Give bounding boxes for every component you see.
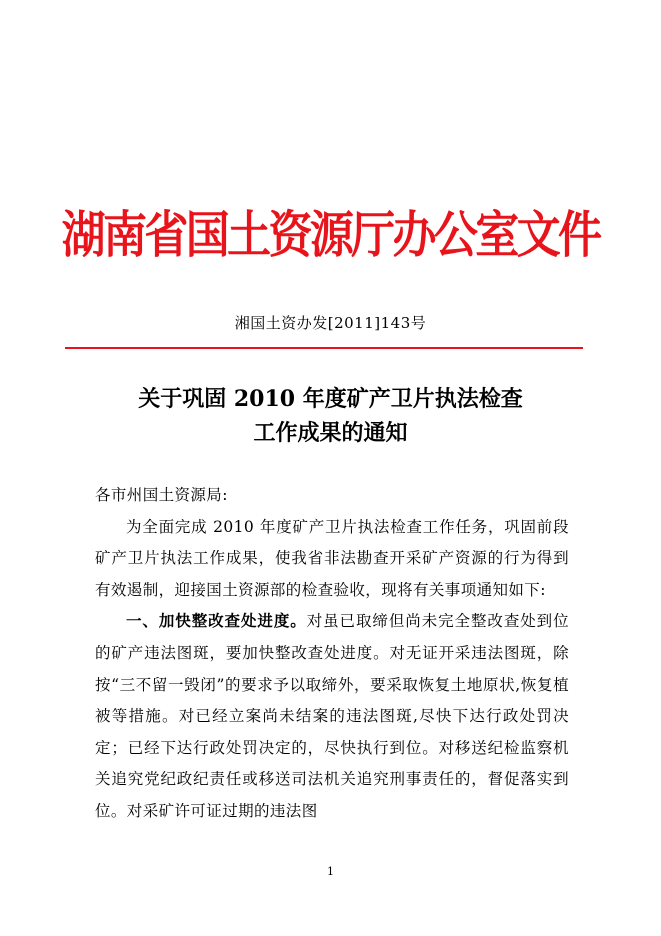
section-1-text: 对虽已取缔但尚未完全整改查处到位的矿产违法图斑，要加快整改查处进度。对无证开采违法图斑，除按“三不留一毁闭”的要求予以取缔外，要采取恢复土地原状,恢复植被等措施。对已经立案尚未结案的违法图斑,尽快下达行政处罚决定；已经下达行政处罚决定的，尽快执行到位。对移送纪检监察机关追究党纪政纪责任或移送司法机关追究刑事责任的，督促落实到位。对采矿许可证过期的违法图 bbox=[95, 612, 570, 820]
notice-title-line-1: 关于巩固 2010 年度矿产卫片执法检查 bbox=[138, 386, 523, 412]
red-divider-line bbox=[65, 347, 583, 349]
document-number: 湘国土资办发[2011]143号 bbox=[234, 314, 427, 332]
intro-paragraph: 为全面完成 2010 年度矿产卫片执法检查工作任务，巩固前段矿产卫片执法工作成果，使我省非法勘查开采矿产资源的行为得到有效遏制，迎接国土资源部的检查验收，现将有关事项通知如下: bbox=[95, 517, 569, 599]
section-1-heading: 一、加快整改查处进度。 bbox=[126, 612, 307, 631]
notice-body bbox=[95, 480, 569, 828]
notice-title-line-2: 工作成果的通知 bbox=[253, 420, 408, 446]
salutation: 各市州国土资源局: bbox=[95, 486, 228, 504]
notice-title bbox=[0, 382, 661, 450]
page-number: 1 bbox=[327, 865, 334, 878]
masthead-title: 湖南省国土资源厅办公室文件 bbox=[61, 206, 600, 264]
section-1-paragraph bbox=[95, 606, 569, 827]
